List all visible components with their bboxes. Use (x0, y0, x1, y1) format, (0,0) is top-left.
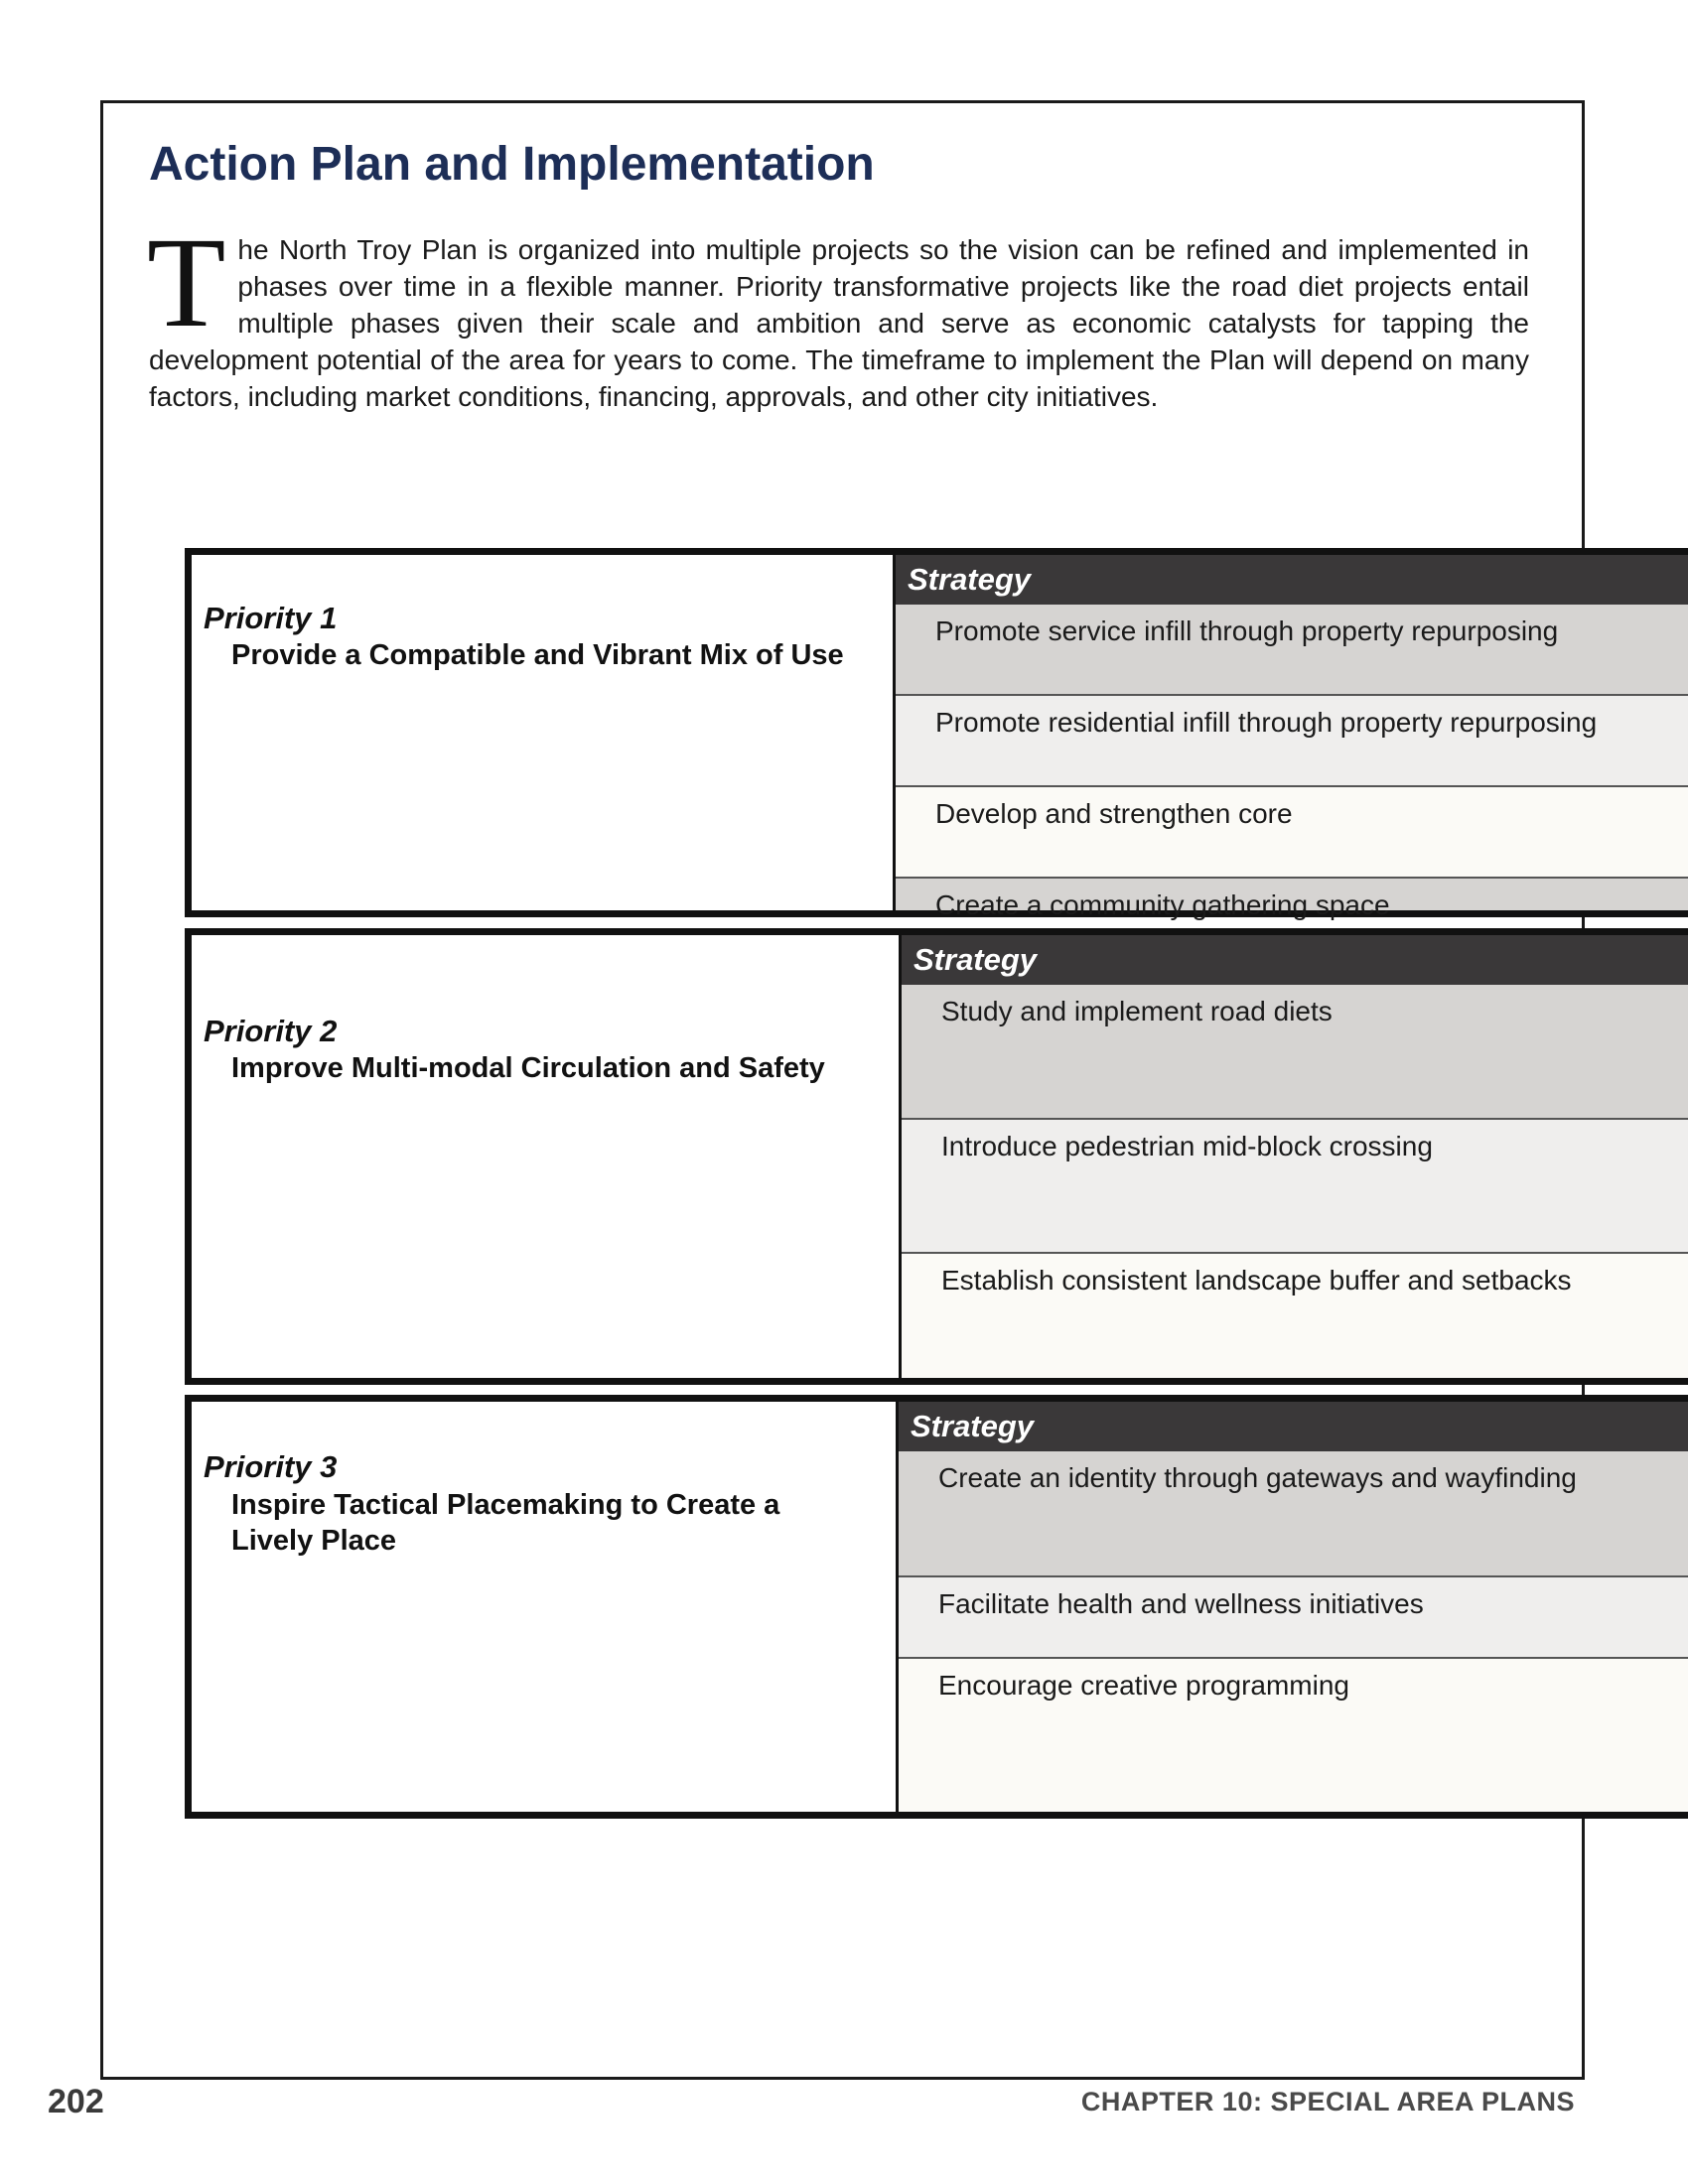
priority-title: Inspire Tactical Placemaking to Create a Lively Place (231, 1489, 780, 1557)
priority-label: Priority 1 (204, 601, 338, 635)
strategy-row: Facilitate health and wellness initiatives (899, 1577, 1688, 1659)
page-title: Action Plan and Implementation (149, 138, 875, 191)
priority-block-3 (185, 1395, 1688, 1819)
strategy-row: Establish consistent landscape buffer and setbacks (902, 1254, 1688, 1378)
priority-title: Improve Multi-modal Circulation and Safety (231, 1052, 825, 1084)
intro-dropcap: T (147, 211, 226, 354)
strategy-row: Promote residential infill through property repurposing (896, 696, 1688, 787)
priority-label: Priority 2 (204, 1014, 338, 1048)
strategy-column (896, 555, 1688, 920)
strategy-row: Introduce pedestrian mid-block crossing (902, 1120, 1688, 1254)
strategy-header: Strategy (902, 935, 1688, 985)
priority-block-1 (185, 548, 1688, 920)
priority-column (192, 1402, 899, 1812)
strategy-row: Develop and strengthen core (896, 787, 1688, 879)
intro-text: he North Troy Plan is organized into multiple projects so the vision can be refined and implemented in phases over time in a flexible manner. Priority transformative projects like the road diet projects entail multiple phases given their scale and ambition and serve as economic catalysts for tapping the development potential of the area for years to come. The timeframe to implement the Plan will depend on many factors, including market conditions, financing, approvals, and other city initiatives. (149, 234, 1529, 412)
priority-column (192, 935, 902, 1378)
strategy-row: Encourage creative programming (899, 1659, 1688, 1812)
priority-title: Provide a Compatible and Vibrant Mix of Use (231, 639, 844, 671)
strategy-row: Promote service infill through property repurposing (896, 605, 1688, 696)
intro-paragraph (147, 211, 1529, 415)
strategy-column (899, 1402, 1688, 1812)
strategy-row: Create an identity through gateways and wayfinding (899, 1451, 1688, 1577)
strategy-header: Strategy (899, 1402, 1688, 1451)
chapter-footer: CHAPTER 10: SPECIAL AREA PLANS (1080, 2087, 1575, 2116)
priority-column (192, 555, 896, 910)
strategy-row: Create a community gathering space (896, 879, 1688, 910)
priority-block-2 (185, 928, 1688, 1385)
strategy-row: Study and implement road diets (902, 985, 1688, 1120)
priority-label: Priority 3 (204, 1449, 338, 1484)
strategy-header: Strategy (896, 555, 1688, 605)
page-number: 202 (48, 2083, 104, 2120)
strategy-column (902, 935, 1688, 1378)
